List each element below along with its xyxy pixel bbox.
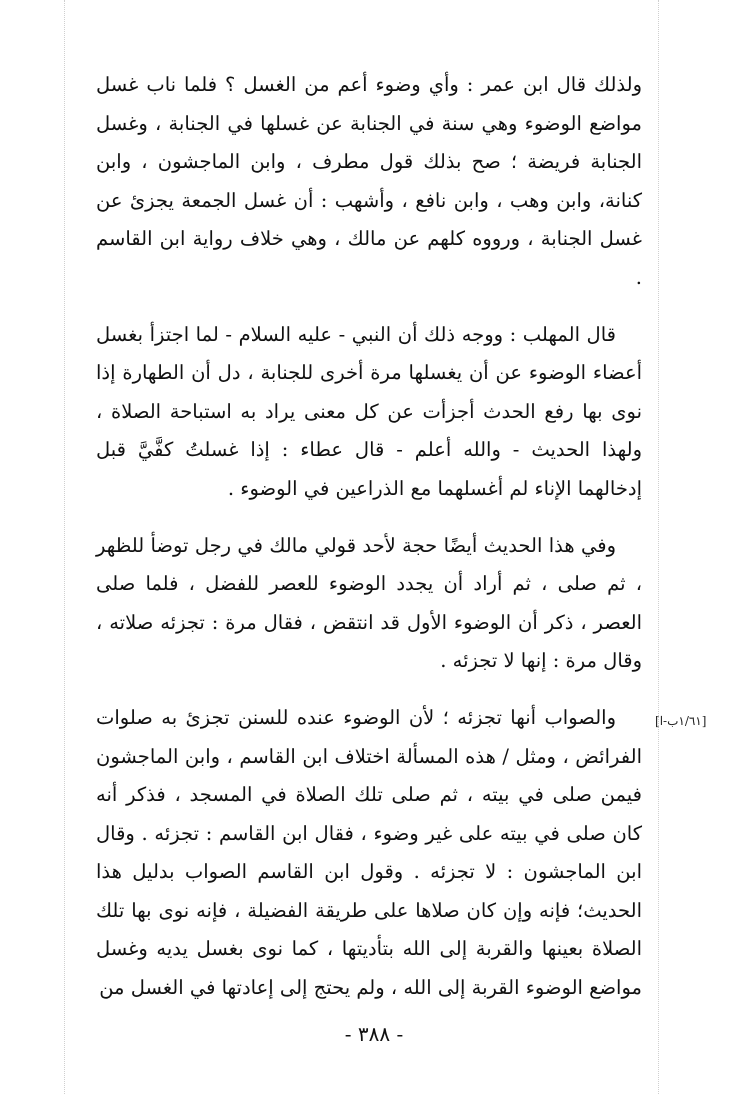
scan-guide-line-right (658, 0, 659, 1094)
manuscript-folio-reference: [١/٦١ب-ا] (655, 714, 707, 728)
paragraph-3: وفي هذا الحديث أيضًا حجة لأحد قولي مالك في رجل توضأ للظهر ، ثم صلى ، ثم أراد أن يجدد الوضوء للعصر للفضل ، فلما صلى العصر ، ذكر أن الوضوء الأول قد انتقض ، فقال مرة : تجزئه صلاته ، وقال مرة : إنها لا تجزئه . (96, 533, 642, 673)
page-number: - ٣٨٨ - (344, 1022, 404, 1046)
paragraph-1: ولذلك قال ابن عمر : وأي وضوء أعم من الغسل ؟ فلما ناب غسل مواضع الوضوء وهي سنة في الجنابة عن غسلها في الجنابة ، وغسل الجنابة فريضة ؛ صح بذلك قول مطرف ، وابن الماجشون ، وابن كنانة، وابن وهب ، وابن نافع ، وأشهب : أن غسل الجمعة يجزئ عن غسل الجنابة ، ورووه كلهم عن مالك ، وهي خلاف رواية ابن القاسم . (96, 73, 642, 289)
scan-guide-line-left (64, 0, 65, 1094)
main-text-block (96, 66, 642, 1026)
paragraph-2: قال المهلب : ووجه ذلك أن النبي - عليه السلام - لما اجتزأ بغسل أعضاء الوضوء عن أن يغسلها مرة أخرى للجنابة ، دل أن الطهارة إذا نوى بها رفع الحدث أجزأت عن كل معنى يراد به استباحة الصلاة ، ولهذا الحديث - والله أعلم - قال عطاء : إذا غسلتُ كفَّيَّ قبل إدخالهما الإناء لم أغسلهما مع الذراعين في الوضوء . (96, 322, 642, 500)
paragraph-4: والصواب أنها تجزئه ؛ لأن الوضوء عنده للسنن تجزئ به صلوات الفرائض ، ومثل / هذه المسألة اختلاف ابن القاسم ، وابن الماجشون فيمن صلى في بيته ، ثم صلى تلك الصلاة في المسجد ، فذكر أنه كان صلى في بيته على غير وضوء ، فقال ابن القاسم : تجزئه . وقال ابن الماجشون : لا تجزئه . وقول ابن القاسم الصواب بدليل هذا الحديث؛ فإنه وإن كان صلاها على طريقة الفضيلة ، فإنه نوى بها تلك الصلاة بعينها والقربة إلى الله بتأديتها ، كما نوى بغسل يديه وغسل مواضع الوضوء القربة إلى الله ، ولم يحتج إلى إعادتها في الغسل من (96, 705, 642, 1000)
